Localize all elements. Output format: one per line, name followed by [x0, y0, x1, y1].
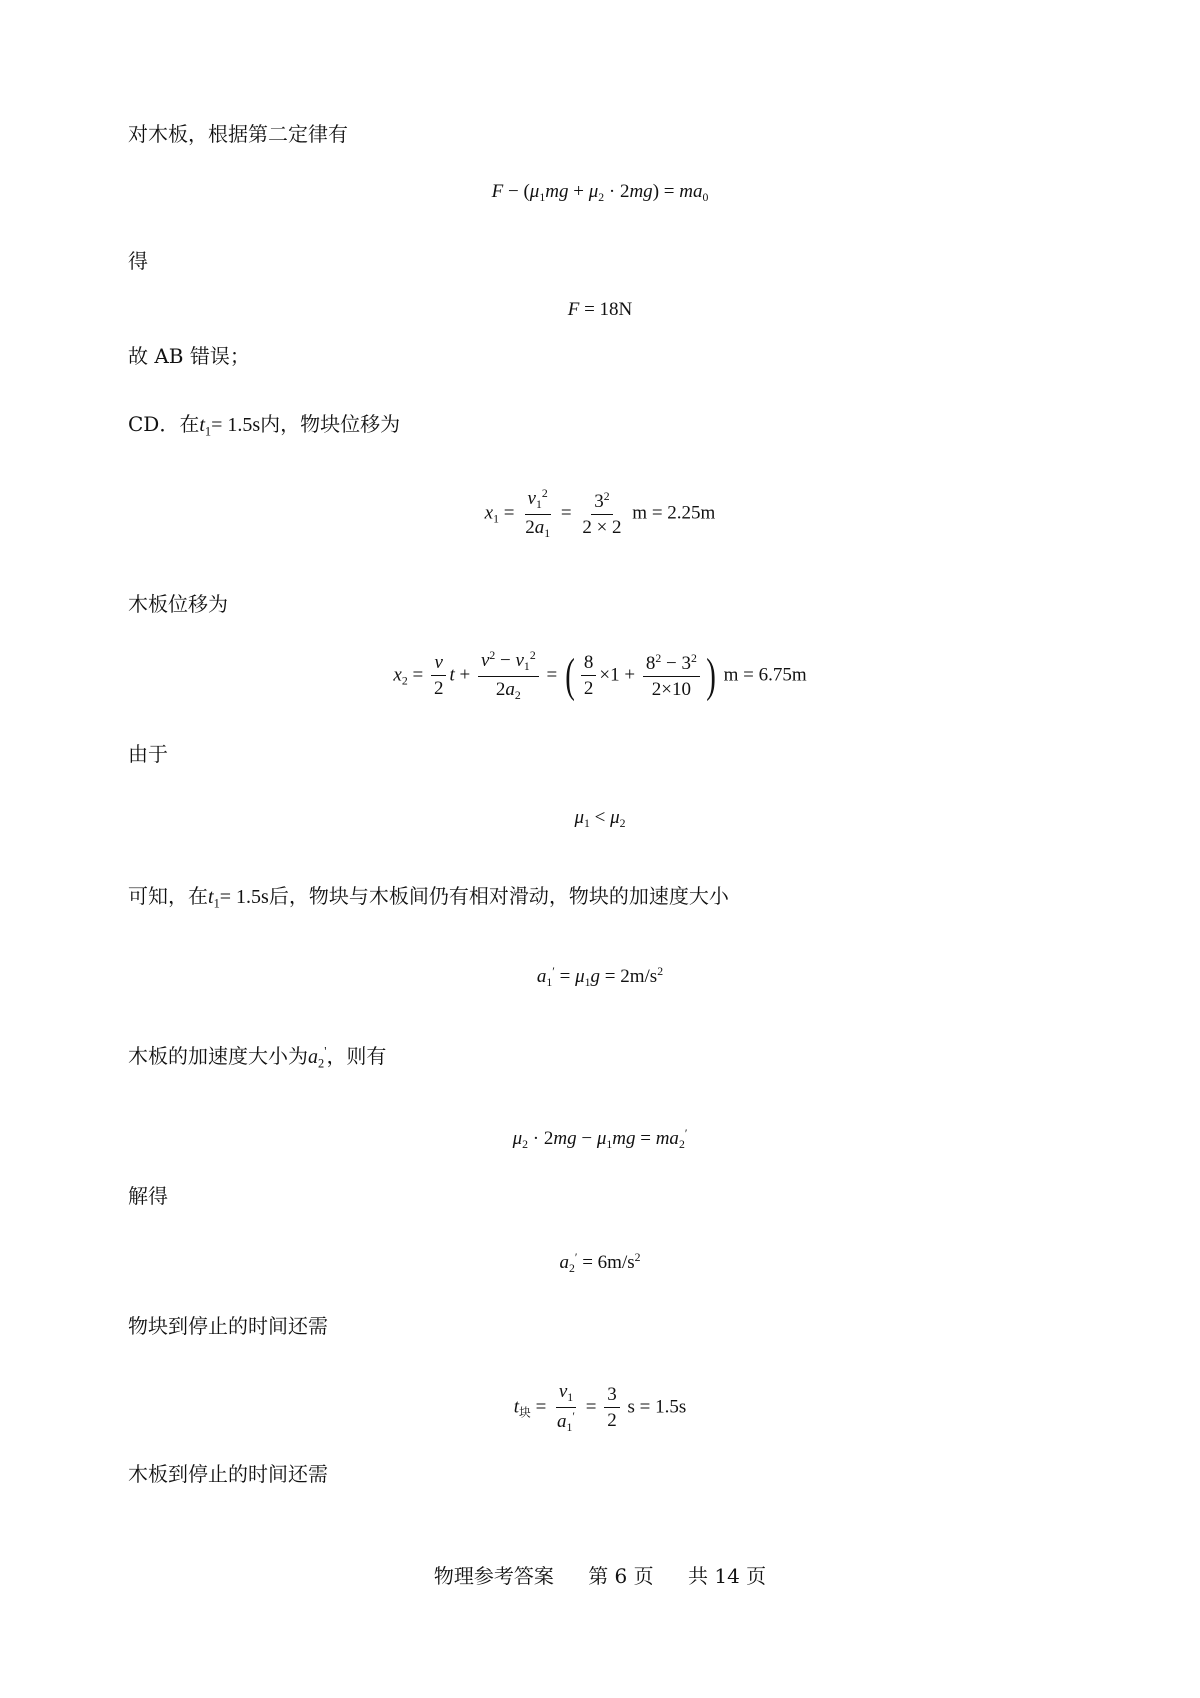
t1-value-2: = 1.5s	[219, 886, 269, 908]
equation-x1: $x_1$ = $\frac{v_1^2}{2a_1}$ = $\frac{3^2}{2 \times 2}$ m = 2.25m	[484, 487, 716, 541]
equation-t-block: $t_块$ = $\frac{v_1}{a_1'}$ = $\frac{3}{2}$ s = 1.5s	[513, 1381, 687, 1435]
paragraph-11: 木板到停止的时间还需	[128, 1462, 328, 1486]
equation-mu-compare: $\mu_1 < \mu_2$	[574, 807, 626, 831]
x2-value: m = 6.75m	[723, 664, 807, 686]
paragraph-6: 由于	[128, 742, 168, 766]
equation-x2: $x_2$ = $\frac{v}{2}$ t + $\frac{v^2 - v_1^2}{2a_2}$ = ( $\frac{8}{2}$ ×1 + $\frac{8^2 - 3^2}{2\times 10}$ ) m = 6.75m	[393, 648, 807, 703]
paragraph-7: 可知，在$t_1= 1.5s$后，物块与木板间仍有相对滑动，物块的加速度大小	[128, 884, 729, 911]
paragraph-8-prefix: 木板的加速度大小为	[128, 1044, 308, 1068]
paragraph-7-suffix: 后，物块与木板间仍有相对滑动，物块的加速度大小	[268, 884, 729, 908]
equation-F-result: F = 18N	[567, 299, 633, 320]
t1-value: = 1.5s	[211, 414, 261, 436]
page-footer	[0, 1560, 1200, 1589]
paragraph-4-suffix: 内，物块位移为	[260, 412, 401, 436]
paragraph-8: 木板的加速度大小为$a_2'$，则有	[128, 1044, 387, 1071]
paragraph-10: 物块到停止的时间还需	[128, 1314, 328, 1338]
paragraph-3: 故 AB 错误；	[128, 344, 250, 368]
x1-value: m = 2.25m	[632, 502, 716, 524]
paragraph-4: CD．在$t_1= 1.5s$内，物块位移为	[128, 412, 401, 439]
equation-a1-prime: $a_1' = \mu_1g = 2m/s^2$	[536, 965, 664, 990]
paragraph-8-suffix: ，则有	[326, 1044, 387, 1068]
t-block-value: s = 1.5s	[627, 1396, 687, 1418]
F-value: 18N	[599, 299, 633, 320]
equation-a2-prime: $a_2' = 6m/s^2$	[559, 1251, 641, 1276]
paragraph-7-prefix: 可知，在	[128, 884, 208, 908]
paragraph-5: 木板位移为	[128, 592, 228, 616]
paragraph-4-prefix: CD．在	[128, 412, 200, 436]
a2-value: = 6m/s	[582, 1252, 635, 1274]
equation-board-newton: $\mu_2 \cdot 2mg - \mu_1mg = ma_2'$	[512, 1127, 688, 1152]
footer-title: 物理参考答案	[433, 1564, 554, 1588]
paragraph-9: 解得	[128, 1184, 168, 1208]
footer-total: 共 14 页	[688, 1564, 767, 1588]
paragraph-1: 对木板，根据第二定律有	[128, 122, 348, 146]
a1-value: = 2m/s	[604, 966, 658, 988]
equation-newton-board: $F - (\mu_1mg + \mu_2 \cdot 2mg) = ma_0$	[491, 181, 709, 205]
footer-page: 第 6 页	[588, 1564, 654, 1588]
paragraph-2: 得	[128, 249, 148, 273]
